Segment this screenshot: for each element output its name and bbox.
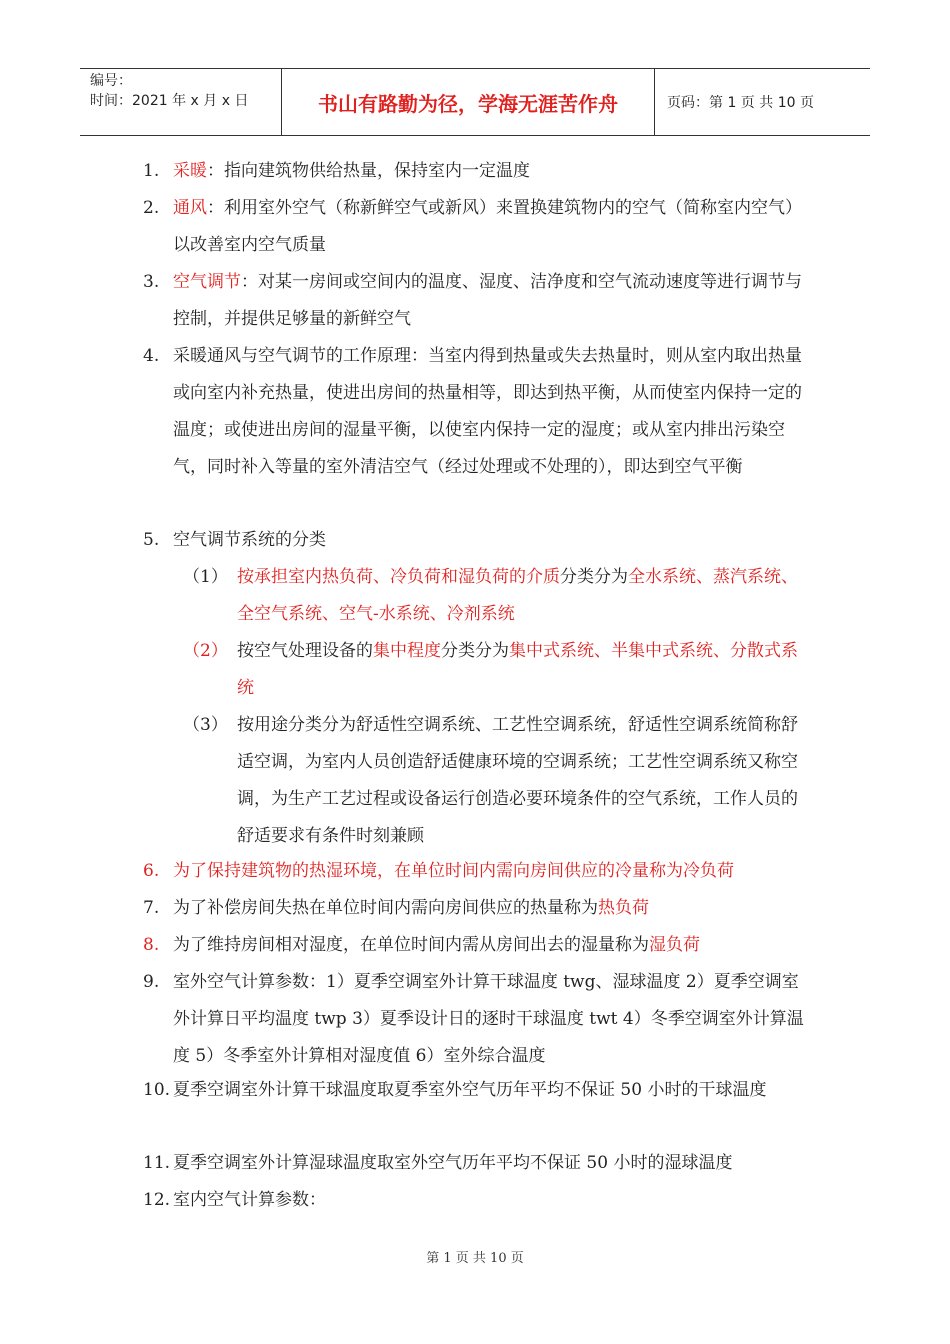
list-item-number: 8. xyxy=(143,935,160,955)
list-item-number: （3） xyxy=(183,715,228,735)
text-segment: 室外空气计算参数：1）夏季空调室外计算干球温度 twg、湿球温度 2）夏季空调室外计算日平均温度 twp 3）夏季设计日的逐时干球温度 twt 4）冬季空调室外计算温度 5）冬季室外计算相对湿度值 6）室外综合温度 xyxy=(173,972,804,1066)
list-item-number: 3. xyxy=(143,272,160,292)
list-item-number: 5. xyxy=(143,530,160,550)
text-segment: ：利用室外空气（称新鲜空气或新风）来置换建筑物内的空气（简称室内空气）以改善室内空气质量 xyxy=(173,198,802,255)
text-segment: 为了维持房间相对湿度，在单位时间内需从房间出去的湿量称为 xyxy=(173,935,649,955)
highlighted-term: 集中式系统、半集中式系统、分散式系统 xyxy=(237,641,798,698)
list-item-number: 6. xyxy=(143,861,160,881)
text-segment: 按用途分类分为舒适性空调系统、工艺性空调系统，舒适性空调系统简称舒适空调，为室内人员创造舒适健康环境的空调系统；工艺性空调系统又称空调，为生产工艺过程或设备运行创造必要环境条件的空气系统，工作人员的舒适要求有条件时刻兼顾 xyxy=(237,715,798,846)
highlighted-term: 为了保持建筑物的热湿环境，在单位时间内需向房间供应的冷量称为冷负荷 xyxy=(173,861,734,881)
highlighted-term: 湿负荷 xyxy=(649,935,700,955)
list-item-text xyxy=(173,927,813,964)
list-item-text xyxy=(237,633,813,707)
document-date: 时间：2021 年 x 月 x 日 xyxy=(90,93,249,109)
highlighted-term: 采暖 xyxy=(173,161,207,181)
list-item-number: 4. xyxy=(143,346,160,366)
list-item-number: （1） xyxy=(183,567,228,587)
list-item-text xyxy=(173,522,813,559)
list-item-text xyxy=(173,264,813,338)
list-item-number: 11. xyxy=(143,1153,171,1173)
header-motto: 书山有路勤为径，学海无涯苦作舟 xyxy=(282,69,655,135)
text-segment: 采暖通风与空气调节的工作原理：当室内得到热量或失去热量时，则从室内取出热量或向室内补充热量，使进出房间的热量相等，即达到热平衡，从而使室内保持一定的温度；或使进出房间的湿量平衡，以使室内保持一定的湿度；或从室内排出污染空气，同时补入等量的室外清洁空气（经过处理或不处理的），即达到空气平衡 xyxy=(173,346,802,477)
text-segment: 夏季空调室外计算干球温度取夏季室外空气历年平均不保证 50 小时的干球温度 xyxy=(173,1080,767,1100)
list-item-text xyxy=(173,1145,813,1182)
list-item-number: （2） xyxy=(183,641,228,661)
text-segment: 夏季空调室外计算湿球温度取室外空气历年平均不保证 50 小时的湿球温度 xyxy=(173,1153,733,1173)
list-item-number: 12. xyxy=(143,1190,171,1210)
list-item-text xyxy=(173,890,813,927)
list-item-number: 10. xyxy=(143,1080,171,1100)
text-segment: ：指向建筑物供给热量，保持室内一定温度 xyxy=(207,161,530,181)
header-meta xyxy=(80,69,282,135)
highlighted-term: 集中程度 xyxy=(373,641,441,661)
header-page-number: 页码：第 1 页 共 10 页 xyxy=(667,95,814,111)
list-item-text xyxy=(173,338,813,486)
highlighted-term: 热负荷 xyxy=(598,898,649,918)
list-item-number: 1. xyxy=(143,161,160,181)
text-segment: 分类分为 xyxy=(441,641,509,661)
list-item-text xyxy=(173,1072,813,1109)
list-item-text xyxy=(237,707,813,855)
page-header xyxy=(80,68,870,136)
list-item-text xyxy=(173,964,813,1075)
text-segment: 分类分为 xyxy=(560,567,628,587)
list-item-number: 2. xyxy=(143,198,160,218)
list-item-number: 9. xyxy=(143,972,160,992)
highlighted-term: 按承担室内热负荷、冷负荷和湿负荷的介质 xyxy=(237,567,560,587)
list-item-text xyxy=(173,190,813,264)
highlighted-term: 全水系统、蒸汽系统、全空气系统、空气-水系统、冷剂系统 xyxy=(237,567,798,624)
text-segment: 空气调节系统的分类 xyxy=(173,530,326,550)
text-segment: 为了补偿房间失热在单位时间内需向房间供应的热量称为 xyxy=(173,898,598,918)
highlighted-term: 空气调节 xyxy=(173,272,241,292)
text-segment: ：对某一房间或空间内的温度、湿度、洁净度和空气流动速度等进行调节与控制，并提供足够量的新鲜空气 xyxy=(173,272,802,329)
highlighted-term: 通风 xyxy=(173,198,207,218)
document-number: 编号： xyxy=(90,73,132,89)
list-item-text xyxy=(173,853,813,890)
list-item-text xyxy=(173,1182,813,1219)
page-footer: 第 1 页 共 10 页 xyxy=(426,1251,524,1266)
list-item-text xyxy=(173,153,813,190)
text-segment: 按空气处理设备的 xyxy=(237,641,373,661)
list-item-text xyxy=(237,559,813,633)
list-item-number: 7. xyxy=(143,898,160,918)
text-segment: 室内空气计算参数： xyxy=(173,1190,326,1210)
